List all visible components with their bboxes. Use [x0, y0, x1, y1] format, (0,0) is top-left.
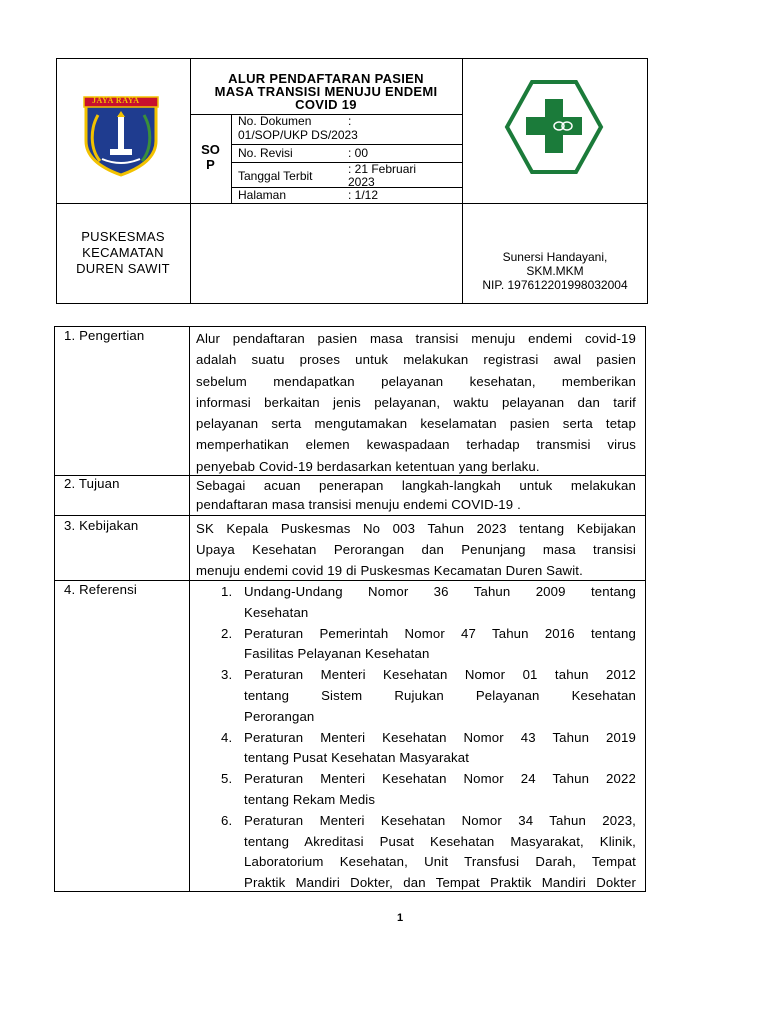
header-divider — [56, 203, 648, 204]
body-line: penyebab Covid-19 berdasarkan ketentuan yang berlaku. — [196, 458, 540, 474]
signer-title: SKM.MKM — [526, 264, 584, 278]
section-label-references: 4. Referensi — [64, 582, 137, 597]
reference-line: tentang Sistem Rujukan Pelayanan Kesehatan — [244, 687, 636, 703]
field-value-doc-number: : — [348, 114, 352, 128]
reference-number: 4. — [221, 729, 233, 745]
section-body-references — [196, 582, 636, 894]
reference-line: Peraturan Pemerintah Nomor 47 Tahun 2016 tentang — [244, 625, 636, 641]
reference-item — [196, 582, 636, 624]
document-title — [190, 72, 462, 111]
field-label-issue-date: Tanggal Terbit — [238, 169, 313, 183]
field-label-doc-number: No. Dokumen — [238, 114, 312, 128]
reference-number: 1. — [221, 584, 233, 599]
reference-number: 5. — [221, 771, 233, 787]
header-divider — [231, 162, 462, 163]
org-line: KECAMATAN — [82, 245, 164, 260]
reference-line: Peraturan Menteri Kesehatan Nomor 34 Tahun 2023, — [244, 812, 636, 828]
body-line: informasi berkaitan jenis pelayanan, waktu pelayanan dan tarif — [196, 394, 636, 410]
reference-line: Kesehatan — [244, 604, 309, 620]
body-line: pelayanan serta mengutamakan keselamatan pasien serta tetap — [196, 416, 636, 432]
organization-name — [56, 229, 190, 277]
field-value-issue-date: 2023 — [348, 175, 375, 189]
section-label-policy: 3. Kebijakan — [64, 518, 139, 533]
body-line: pendaftaran masa transisi menuju endemi COVID-19 . — [196, 497, 521, 512]
sop-label-line: P — [206, 157, 215, 172]
org-line: DUREN SAWIT — [76, 261, 170, 276]
content-divider — [189, 326, 190, 892]
reference-line: Fasilitas Pelayanan Kesehatan — [244, 646, 430, 662]
title-line: MASA TRANSISI MENUJU ENDEMI — [214, 84, 438, 99]
sop-label-line: SO — [201, 142, 220, 157]
field-label-revision: No. Revisi — [238, 146, 293, 160]
section-body-definition — [196, 328, 636, 477]
reference-item — [196, 728, 636, 770]
reference-item — [196, 811, 636, 894]
reference-item — [196, 769, 636, 811]
reference-line: tentang Rekam Medis — [244, 791, 376, 807]
body-line: adalah suatu proses untuk melakukan registrasi awal pasien — [196, 352, 636, 368]
page-number: 1 — [397, 912, 404, 924]
signer-block — [462, 250, 648, 292]
reference-line: tentang Pusat Kesehatan Masyarakat — [244, 750, 470, 766]
reference-line: Peraturan Menteri Kesehatan Nomor 24 Tahun 2022 — [244, 771, 636, 787]
body-line: Upaya Kesehatan Perorangan dan Penunjang masa transisi — [196, 542, 636, 557]
reference-item — [196, 665, 636, 727]
content-divider — [54, 515, 646, 516]
reference-line: Peraturan Menteri Kesehatan Nomor 43 Tahun 2019 — [244, 729, 636, 745]
body-line: sebelum mendapatkan pelayanan kesehatan, memberikan — [196, 373, 636, 389]
reference-line: Praktik Mandiri Dokter, dan Tempat Praktik Mandiri Dokter — [244, 875, 636, 891]
reference-number: 2. — [221, 625, 233, 641]
field-label-page: Halaman — [238, 188, 287, 202]
field-value-revision: : 00 — [348, 146, 369, 160]
body-line: menuju endemi covid 19 di Puskesmas Kecamatan Duren Sawit. — [196, 563, 583, 578]
puskesmas-logo — [504, 79, 604, 175]
jaya-raya-logo — [80, 95, 162, 177]
section-body-policy — [196, 518, 636, 581]
sop-label — [190, 142, 231, 172]
reference-line: Laboratorium Kesehatan, Unit Transfusi Darah, Tempat — [244, 854, 636, 870]
reference-item — [196, 624, 636, 666]
body-line: memperhatikan elemen kewaspadaan terhadap transmisi virus — [196, 437, 636, 453]
field-value-doc-number: 01/SOP/UKP DS/2023 — [238, 128, 358, 142]
org-line: PUSKESMAS — [81, 229, 165, 244]
logo-text: JAYA RAYA — [92, 96, 140, 105]
section-label-purpose: 2. Tujuan — [64, 476, 120, 491]
body-line: Alur pendaftaran pasien masa transisi menuju endemi covid-19 — [196, 331, 636, 346]
header-divider — [231, 114, 232, 203]
reference-line: Undang-Undang Nomor 36 Tahun 2009 tentang — [244, 584, 636, 599]
field-value-page: : 1/12 — [348, 188, 379, 202]
title-line: ALUR PENDAFTARAN PASIEN — [228, 71, 424, 86]
section-body-purpose — [196, 476, 636, 514]
signer-name: Sunersi Handayani, — [502, 250, 608, 264]
reference-number: 3. — [221, 667, 233, 683]
title-line: COVID 19 — [295, 97, 357, 112]
reference-line: Peraturan Menteri Kesehatan Nomor 01 tahun 2012 — [244, 667, 636, 683]
reference-number: 6. — [221, 812, 233, 828]
field-value-issue-date: : 21 Februari — [348, 162, 417, 176]
reference-line: Perorangan — [244, 708, 315, 724]
reference-line: tentang Akreditasi Pusat Kesehatan Masyarakat, Klinik, — [244, 833, 636, 849]
header-divider — [231, 144, 462, 145]
signer-nip: NIP. 197612201998032004 — [482, 278, 628, 292]
body-line: SK Kepala Puskesmas No 003 Tahun 2023 tentang Kebijakan — [196, 521, 636, 536]
section-label-definition: 1. Pengertian — [64, 328, 145, 343]
body-line: Sebagai acuan penerapan langkah-langkah untuk melakukan — [196, 478, 636, 493]
